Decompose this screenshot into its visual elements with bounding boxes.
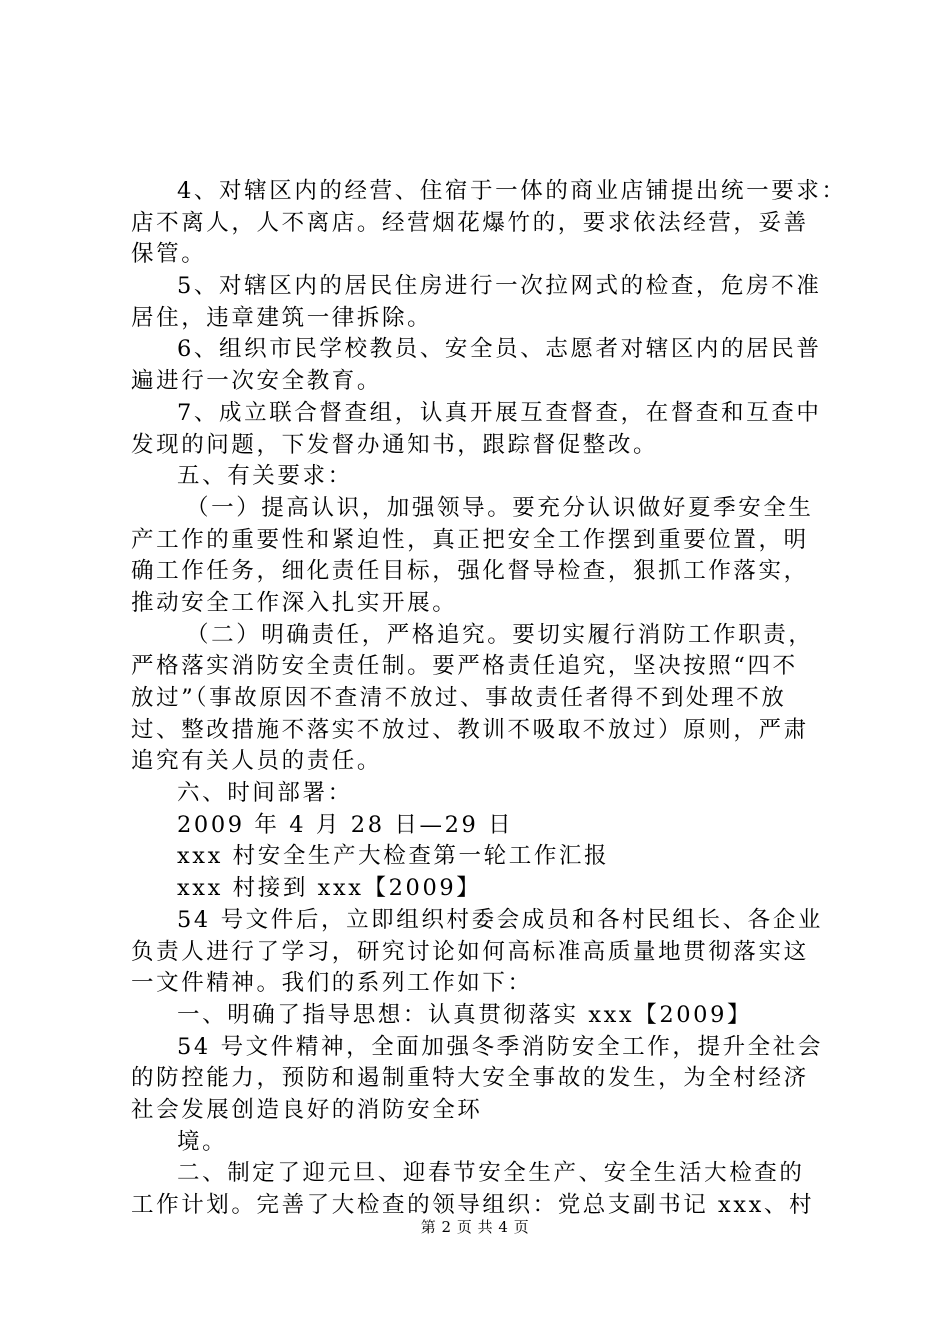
paragraph-line: 54 号文件精神，全面加强冬季消防安全工作，提升全社会: [177, 1033, 823, 1060]
section-heading: 六、时间部署：: [177, 780, 353, 807]
paragraph-line: 追究有关人员的责任。: [131, 748, 383, 775]
paragraph-line: 店不离人，人不离店。经营烟花爆竹的，要求依法经营，妥善: [131, 209, 809, 236]
paragraph-line: 4、对辖区内的经营、住宿于一体的商业店铺提出统一要求：: [177, 178, 847, 204]
paragraph-line: 严格落实消防安全责任制。要严格责任追究，坚决按照“四不: [131, 653, 798, 680]
paragraph-line: xxx 村接到 xxx【2009】: [177, 875, 482, 902]
paragraph-line: 发现的问题，下发督办通知书，跟踪督促整改。: [131, 431, 659, 458]
paragraph-line: 居住，违章建筑一律拆除。: [131, 304, 433, 331]
page-number-footer: 第 2 页 共 4 页: [420, 1218, 530, 1236]
paragraph-line: 推动安全工作深入扎实开展。: [131, 589, 458, 616]
paragraph-line: 遍进行一次安全教育。: [131, 368, 383, 395]
section-heading: 五、有关要求：: [177, 463, 353, 490]
date-line: 2009 年 4 月 28 日—29 日: [177, 811, 514, 838]
section-heading: 一、明确了指导思想：认真贯彻落实 xxx【2009】: [177, 1001, 753, 1028]
paragraph-line: 产工作的重要性和紧迫性，真正把安全工作摆到重要位置，明: [131, 526, 809, 553]
paragraph-line: 一文件精神。我们的系列工作如下：: [131, 970, 533, 997]
paragraph-line: 的防控能力，预防和遏制重特大安全事故的发生，为全村经济: [131, 1065, 809, 1092]
paragraph-line: 负责人进行了学习，研究讨论如何高标准高质量地贯彻落实这: [131, 938, 809, 965]
paragraph-line: 确工作任务，细化责任目标，强化督导检查，狠抓工作落实，: [131, 558, 809, 585]
paragraph-line: 放过”（事故原因不查清不放过、事故责任者得不到处理不放: [131, 685, 787, 711]
paragraph-line: （二）明确责任，严格追究。要切实履行消防工作职责，: [186, 621, 814, 648]
section-heading: 二、制定了迎元旦、迎春节安全生产、安全生活大检查的: [177, 1160, 805, 1187]
paragraph-line: 过、整改措施不落实不放过、教训不吸取不放过）原则，严肃: [131, 716, 809, 743]
paragraph-line: 境。: [177, 1128, 228, 1155]
paragraph-line: 6、组织市民学校教员、安全员、志愿者对辖区内的居民普: [177, 336, 822, 363]
paragraph-line: （一）提高认识，加强领导。要充分认识做好夏季安全生: [186, 494, 814, 521]
document-body: [131, 176, 847, 1222]
paragraph-line: 保管。: [131, 241, 207, 268]
paragraph-line: 工作计划。完善了大检查的领导组织：党总支副书记 xxx、村: [131, 1192, 815, 1218]
paragraph-line: 5、对辖区内的居民住房进行一次拉网式的检查，危房不准: [177, 273, 822, 300]
paragraph-line: 54 号文件后，立即组织村委会成员和各村民组长、各企业: [177, 906, 823, 933]
report-title: xxx 村安全生产大检查第一轮工作汇报: [177, 843, 610, 870]
paragraph-line: 7、成立联合督查组，认真开展互查督查，在督查和互查中: [177, 399, 822, 426]
paragraph-line: 社会发展创造良好的消防安全环: [131, 1096, 483, 1123]
